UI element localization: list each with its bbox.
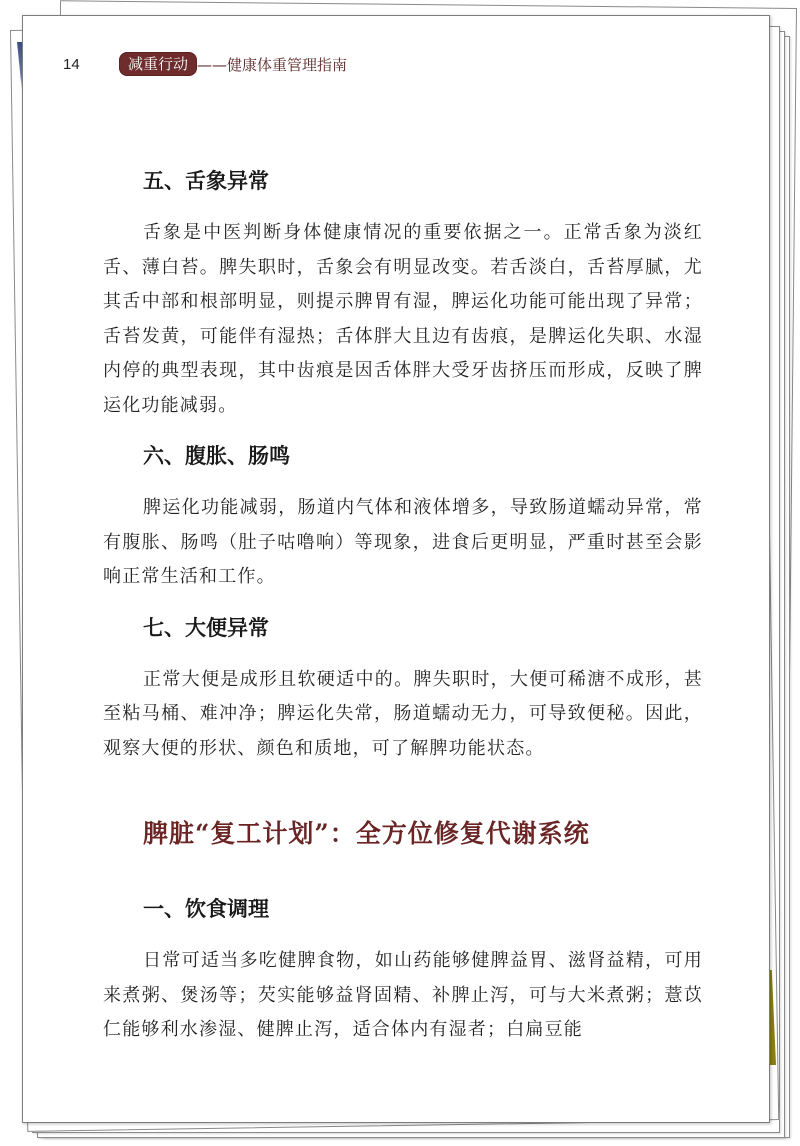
book-subtitle: ——健康体重管理指南 [197,55,348,74]
section-bloating [103,441,703,595]
page-number: 14 [63,55,80,73]
section-tongue [103,166,703,423]
section-heading: 七、大便异常 [143,615,269,640]
page-content [103,166,703,1048]
paragraph: 脾运化功能减弱，肠道内气体和液体增多，导致肠道蠕动异常，常有腹胀、肠鸣（肚子咕噜响）等现象，进食后更明显，严重时甚至会影响正常生活和工作。 [103,497,703,587]
section-diet [103,894,703,1048]
running-header [63,51,347,77]
section-heading: 六、腹胀、肠鸣 [143,444,290,468]
section-heading: 一、饮食调理 [143,897,269,921]
paragraph: 日常可适当多吃健脾食物，如山药能够健脾益胃、滋肾益精，可用来煮粥、煲汤等；芡实能够益肾固精、补脾止泻，可与大米煮粥；薏苡仁能够利水渗湿、健脾止泻，适合体内有湿者；白扁豆能 [103,950,703,1040]
paragraph: 正常大便是成形且软硬适中的。脾失职时，大便可稀溏不成形，甚至粘马桶、难冲净；脾运化失常，肠道蠕动无力，可导致便秘。因此，观察大便的形状、颜色和质地，可了解脾功能状态。 [103,668,703,759]
section-stool [103,613,703,767]
series-badge: 减重行动 [119,52,197,76]
book-page [22,15,770,1123]
paragraph: 舌象是中医判断身体健康情况的重要依据之一。正常舌象为淡红舌、薄白苔。脾失职时，舌象会有明显改变。若舌淡白，舌苔厚腻，尤其舌中部和根部明显，则提示脾胃有湿，脾运化功能可能出现了异常；舌苔发黄，可能伴有湿热；舌体胖大且边有齿痕，是脾运化失职、水湿内停的典型表现，其中齿痕是因舌体胖大受牙齿挤压而形成，反映了脾运化功能减弱。 [103,222,703,416]
section-heading: 五、舌象异常 [143,169,269,193]
chapter-heading: 脾脏“复工计划”：全方位修复代谢系统 [143,819,590,848]
